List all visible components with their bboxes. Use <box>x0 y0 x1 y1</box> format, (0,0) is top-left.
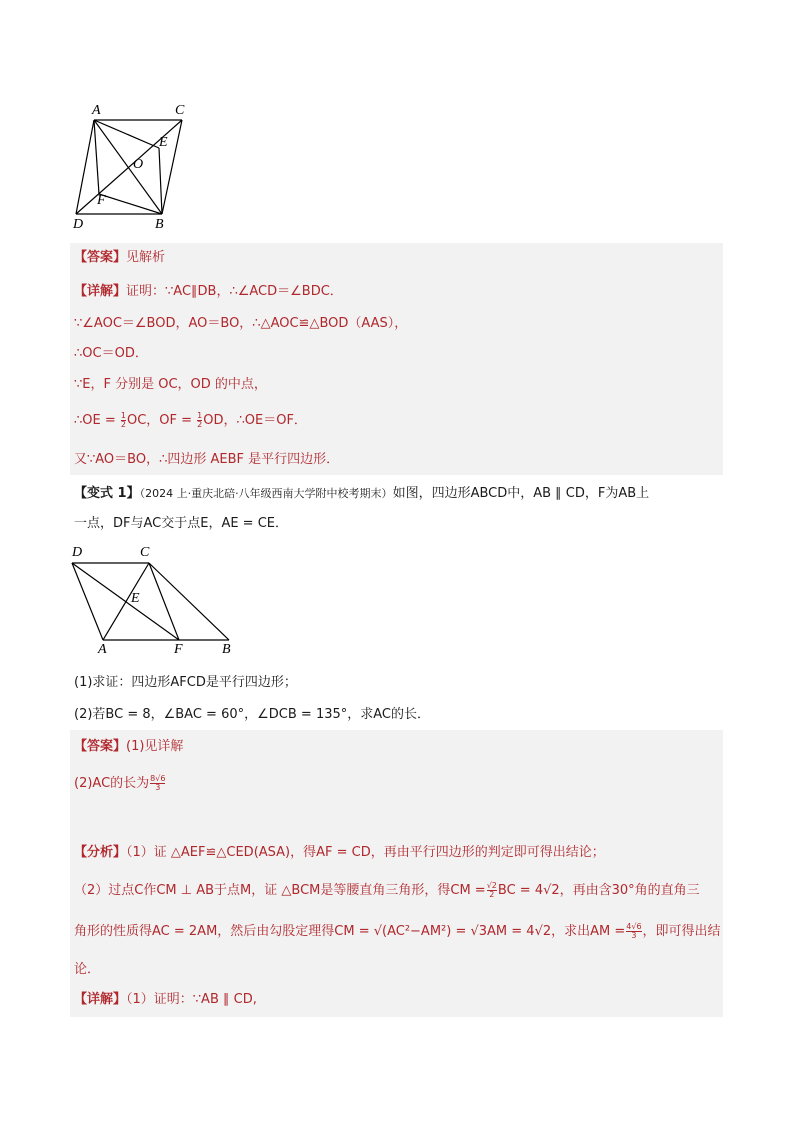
detail-1-line-5 <box>74 411 307 431</box>
analysis-p3-a: 角形的性质得AC = 2AM，然后由勾股定理得CM = √(AC²−AM²) = √3AM = 4√2，求出AM = <box>74 924 626 939</box>
analysis-p3-b: ，即可得出结 <box>642 924 721 939</box>
analysis-p2-b: BC = 4√2，再由含30°角的直角三 <box>497 883 700 898</box>
detail-1-line-2: ∵∠AOC＝∠BOD，AO＝BO，∴△AOC≌△BOD（AAS）， <box>74 316 408 331</box>
detail-text: 证明：∵AC∥DB，∴∠ACD＝∠BDC． <box>126 284 343 299</box>
fraction-answer <box>150 775 165 792</box>
analysis-line-3 <box>74 922 721 942</box>
analysis-p1: （1）证 △AEF≌△CED(ASA)，得AF = CD，再由平行四边形的判定即可得出结论； <box>126 845 605 860</box>
frac-den: 2 <box>120 420 126 429</box>
frac-num: √2 <box>486 881 497 890</box>
detail-1-line-4: ∵E，F 分别是 OC，OD 的中点， <box>74 377 267 392</box>
detail-2-line-1 <box>74 990 257 1010</box>
detail-tag: 【详解】 <box>74 284 127 299</box>
answer-part-1: (1)见详解 <box>126 739 184 754</box>
detail-1-line-1 <box>74 282 343 302</box>
frac-num: 8√6 <box>150 774 166 783</box>
frac-den: 2 <box>489 890 495 899</box>
fig2-label-d: D <box>72 545 83 560</box>
variant-1-line-1 <box>74 484 649 504</box>
answer-tag: 【答案】 <box>74 250 127 265</box>
fig1-label-c: C <box>175 103 185 118</box>
figure-parallelogram-1 <box>64 100 194 235</box>
analysis-line-1 <box>74 843 605 863</box>
answer-1 <box>74 248 165 268</box>
fraction-half-1 <box>121 412 126 429</box>
analysis-line-4: 论． <box>74 962 101 977</box>
fig2-label-a: A <box>98 642 107 657</box>
fig1-label-b: B <box>155 217 164 232</box>
analysis-p2-a: （2）过点C作CM ⊥ AB于点M，证 △BCM是等腰直角三角形，得CM = <box>74 883 486 898</box>
frac-den: 3 <box>631 931 637 940</box>
fig1-label-o: O <box>133 157 144 172</box>
fig2-label-e: E <box>131 591 140 606</box>
variant-text-1: 如图，四边形ABCD中，AB ∥ CD，F为AB上 <box>392 486 650 501</box>
analysis-line-2 <box>74 881 700 901</box>
answer-part-2: (2)AC的长为 <box>74 776 150 791</box>
detail-5-c: OD，∴OE＝OF． <box>203 413 307 428</box>
detail-text: （1）证明：∵AB ∥ CD, <box>126 992 257 1007</box>
answer-tag: 【答案】 <box>74 739 127 754</box>
solution-block-1 <box>70 243 723 475</box>
variant-source: （2024 上·重庆北碚·八年级西南大学附中校考期末） <box>139 487 393 500</box>
variant-tag: 【变式 1】 <box>74 486 140 501</box>
question-part-2: (2)若BC = 8，∠BAC = 60°，∠DCB = 135°，求AC的长． <box>74 707 430 722</box>
fig1-label-f: F <box>97 193 106 208</box>
figure-trapezoid-2 <box>64 550 244 660</box>
detail-tag: 【详解】 <box>74 992 127 1007</box>
fig2-label-c: C <box>140 545 150 560</box>
frac-num: 4√6 <box>626 922 642 931</box>
detail-5-b: OC，OF = <box>126 413 193 428</box>
detail-1-line-3: ∴OC＝OD． <box>74 346 148 361</box>
variant-1-line-2: 一点，DF与AC交于点E，AE = CE． <box>74 516 288 531</box>
detail-1-line-6: 又∵AO＝BO，∴四边形 AEBF 是平行四边形． <box>74 452 340 467</box>
answer-text: 见解析 <box>126 250 166 265</box>
answer-2-line-1 <box>74 737 183 757</box>
fig1-label-d: D <box>73 217 84 232</box>
frac-den: 3 <box>155 783 161 792</box>
question-part-1: (1)求证：四边形AFCD是平行四边形； <box>74 675 297 690</box>
fraction-sqrt2-over-2 <box>487 882 497 899</box>
frac-den: 2 <box>197 420 203 429</box>
fig1-label-a: A <box>92 103 101 118</box>
frac-num: 1 <box>197 411 203 420</box>
fig1-label-e: E <box>159 135 168 150</box>
answer-2-line-2 <box>74 774 166 794</box>
frac-num: 1 <box>120 411 126 420</box>
fig2-label-b: B <box>222 642 231 657</box>
solution-block-2 <box>70 730 723 1017</box>
fig2-label-f: F <box>174 642 183 657</box>
detail-5-a: ∴OE = <box>74 413 116 428</box>
fraction-half-2 <box>197 412 202 429</box>
fraction-am <box>626 923 641 940</box>
analysis-tag: 【分析】 <box>74 845 127 860</box>
